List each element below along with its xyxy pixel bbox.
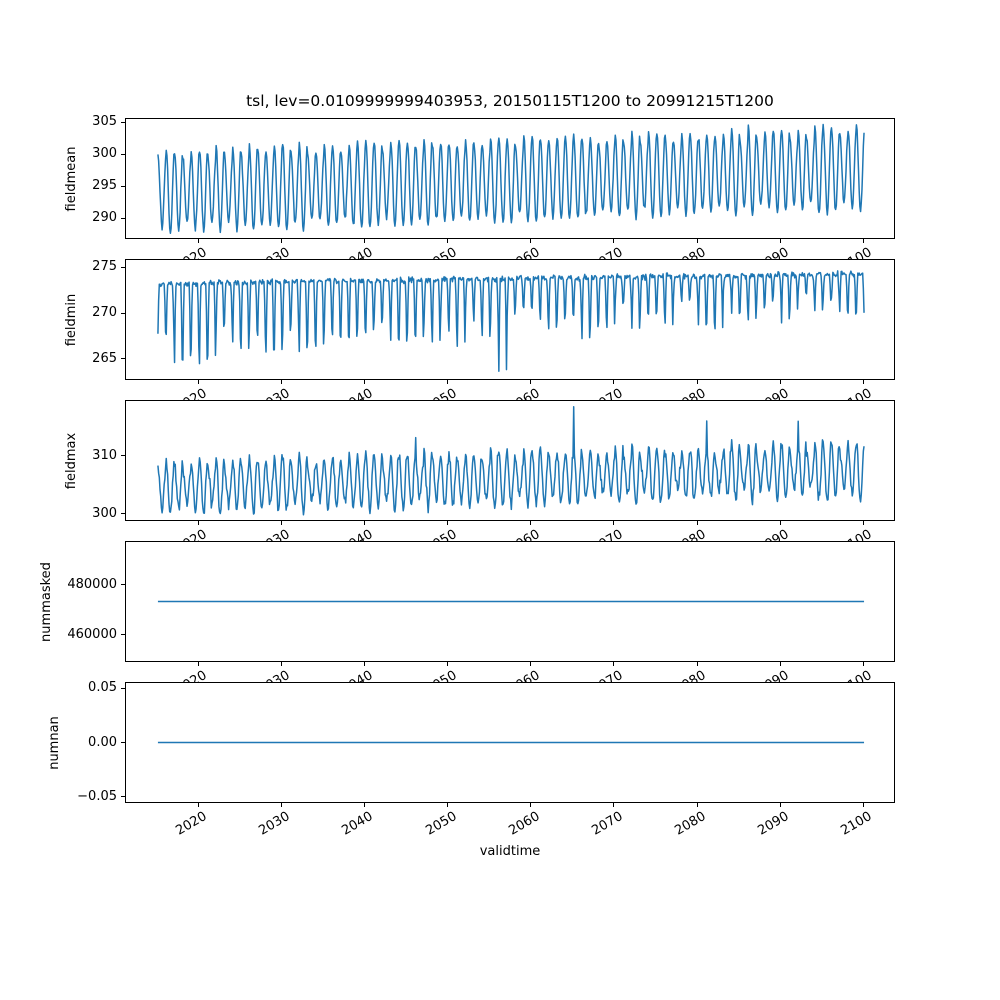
x-axis-label: validtime (479, 844, 541, 859)
x-tick-mark (447, 803, 448, 807)
x-tick-mark (364, 239, 365, 243)
x-tick-label: 2070 (589, 809, 626, 839)
y-tick-label: 295 (92, 178, 117, 194)
x-tick-mark (780, 803, 781, 807)
y-axis-label-fieldmean: fieldmean (63, 146, 79, 211)
x-tick-label: 2020 (173, 809, 210, 839)
x-tick-mark (697, 803, 698, 807)
x-tick-mark (198, 239, 199, 243)
x-tick-mark (447, 662, 448, 666)
x-tick-mark (697, 662, 698, 666)
y-tick-mark (121, 267, 125, 268)
y-tick-mark (121, 358, 125, 359)
y-axis-label-nummasked: nummasked (38, 561, 54, 642)
x-tick-mark (281, 803, 282, 807)
x-tick-mark (447, 380, 448, 384)
x-tick-mark (613, 521, 614, 525)
x-tick-label: 2090 (755, 809, 792, 839)
x-tick-mark (447, 239, 448, 243)
y-axis-label-fieldmin: fieldmin (63, 293, 79, 346)
y-tick-label: 480000 (67, 576, 117, 592)
y-tick-mark (121, 313, 125, 314)
y-tick-label: 0.05 (88, 680, 117, 696)
y-tick-mark (121, 455, 125, 456)
subplot-fieldmean (125, 118, 895, 239)
y-tick-mark (121, 634, 125, 635)
y-tick-mark (121, 154, 125, 155)
x-tick-mark (364, 803, 365, 807)
x-tick-mark (364, 380, 365, 384)
y-tick-label: 0.00 (88, 734, 117, 750)
x-tick-mark (613, 239, 614, 243)
x-tick-mark (863, 662, 864, 666)
y-tick-label: 275 (92, 259, 117, 275)
x-tick-mark (198, 380, 199, 384)
x-tick-mark (364, 662, 365, 666)
x-tick-mark (863, 239, 864, 243)
y-tick-label: 460000 (67, 626, 117, 642)
x-tick-mark (281, 521, 282, 525)
x-tick-mark (281, 662, 282, 666)
x-tick-mark (281, 239, 282, 243)
subplot-numnan (125, 682, 895, 803)
y-tick-mark (121, 688, 125, 689)
x-tick-label: 2040 (339, 809, 376, 839)
x-tick-mark (530, 380, 531, 384)
x-tick-mark (613, 803, 614, 807)
x-tick-mark (697, 380, 698, 384)
x-tick-mark (530, 239, 531, 243)
x-tick-label: 2080 (672, 809, 709, 839)
x-tick-mark (863, 803, 864, 807)
y-tick-mark (121, 122, 125, 123)
y-tick-label: −0.05 (77, 788, 117, 804)
subplot-fieldmin (125, 259, 895, 380)
x-tick-mark (780, 239, 781, 243)
y-tick-label: 305 (92, 114, 117, 130)
x-tick-label: 2100 (838, 809, 875, 839)
plot-area-fieldmean (126, 119, 894, 238)
x-tick-mark (530, 803, 531, 807)
y-tick-label: 310 (92, 447, 117, 463)
x-tick-mark (198, 521, 199, 525)
x-tick-mark (530, 521, 531, 525)
x-tick-mark (780, 380, 781, 384)
y-tick-label: 290 (92, 210, 117, 226)
plot-line-fieldmin (158, 271, 864, 371)
y-tick-label: 270 (92, 305, 117, 321)
x-tick-mark (863, 380, 864, 384)
x-tick-mark (613, 662, 614, 666)
y-tick-mark (121, 218, 125, 219)
subplot-nummasked (125, 541, 895, 662)
plot-line-fieldmean (158, 124, 864, 233)
x-tick-mark (364, 521, 365, 525)
x-tick-mark (780, 521, 781, 525)
x-tick-label: 2050 (422, 809, 460, 839)
x-tick-label: 2030 (256, 809, 293, 839)
y-tick-label: 265 (92, 350, 117, 366)
x-tick-mark (780, 662, 781, 666)
plot-area-numnan (126, 683, 894, 802)
x-tick-mark (198, 662, 199, 666)
y-axis-label-numnan: numnan (47, 715, 62, 770)
subplot-fieldmax (125, 400, 895, 521)
plot-line-fieldmax (158, 407, 864, 515)
y-tick-mark (121, 513, 125, 514)
y-tick-mark (121, 584, 125, 585)
x-tick-mark (697, 521, 698, 525)
plot-area-nummasked (126, 542, 894, 661)
x-tick-mark (863, 521, 864, 525)
x-tick-mark (530, 662, 531, 666)
plot-area-fieldmin (126, 260, 894, 379)
plot-area-fieldmax (126, 401, 894, 520)
y-tick-mark (121, 186, 125, 187)
x-tick-label: 2060 (506, 809, 543, 839)
x-tick-mark (447, 521, 448, 525)
x-tick-mark (613, 380, 614, 384)
y-tick-label: 300 (92, 505, 117, 521)
x-tick-mark (198, 803, 199, 807)
y-axis-label-fieldmax: fieldmax (63, 432, 79, 489)
x-tick-mark (697, 239, 698, 243)
chart-title: tsl, lev=0.0109999999403953, 20150115T1200 to 20991215T1200 (246, 92, 774, 110)
y-tick-mark (121, 742, 125, 743)
x-tick-mark (281, 380, 282, 384)
y-tick-label: 300 (92, 146, 117, 162)
y-tick-mark (121, 796, 125, 797)
